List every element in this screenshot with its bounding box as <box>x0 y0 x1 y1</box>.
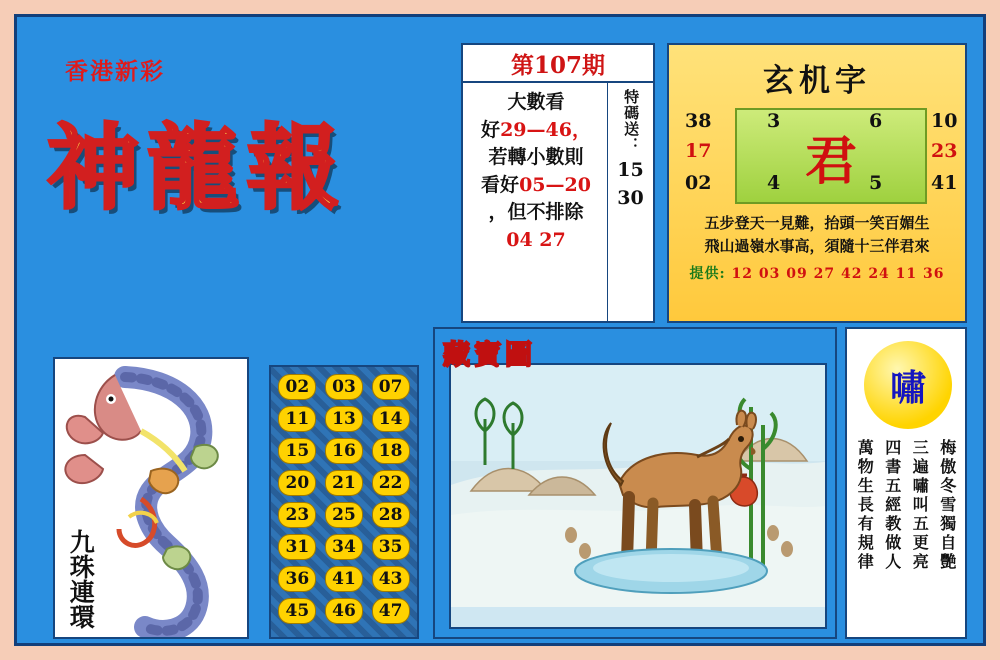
xuanji-mid-bot-left: 4 <box>767 172 781 194</box>
xuanji-right-3: 41 <box>931 172 958 194</box>
xuanji-mid-bot-right: 5 <box>869 172 883 194</box>
xuanji-right-1: 10 <box>931 110 958 132</box>
xuanji-left-3: 02 <box>685 172 712 194</box>
issue-text <box>463 83 607 321</box>
number-row <box>274 467 414 499</box>
number-row <box>274 371 414 403</box>
number-row <box>274 531 414 563</box>
special-code-num-2: 30 <box>617 187 644 209</box>
number-ball: 11 <box>278 406 316 432</box>
number-ball: 22 <box>372 470 410 496</box>
number-ball: 46 <box>325 598 363 624</box>
poster-root <box>14 14 986 646</box>
verse-columns <box>851 439 961 631</box>
issue-number: 第107期 <box>463 45 653 83</box>
number-ball: 36 <box>278 566 316 592</box>
xuanji-mid-top-right: 6 <box>869 110 883 132</box>
number-row <box>274 499 414 531</box>
brand-title: 神龍報 <box>47 114 348 222</box>
number-ball: 45 <box>278 598 316 624</box>
number-row <box>274 595 414 627</box>
special-code-column <box>607 83 653 321</box>
number-ball: 07 <box>372 374 410 400</box>
issue-line-4-prefix: 看好 <box>481 173 520 196</box>
issue-panel <box>461 43 655 323</box>
number-ball: 34 <box>325 534 363 560</box>
verse-column-1: 梅傲冬雪獨自艷 <box>937 439 957 572</box>
xuanji-supply-label: 提供: <box>689 266 726 282</box>
issue-line-2-range: 29—46， <box>500 118 591 141</box>
xuanji-right-2: 23 <box>931 140 958 162</box>
number-ball: 41 <box>325 566 363 592</box>
number-ball: 35 <box>372 534 410 560</box>
number-grid <box>269 365 419 639</box>
xuanji-poem-line-2: 飛山過嶺水事高，須隨十三伴君來 <box>704 236 930 255</box>
treasure-picture-title: 藏寶圖 <box>443 340 536 371</box>
number-ball: 13 <box>325 406 363 432</box>
number-row <box>274 563 414 595</box>
verse-column-3: 四書五經教做人 <box>882 439 902 572</box>
issue-line-2 <box>471 117 601 145</box>
number-ball: 14 <box>372 406 410 432</box>
number-ball: 25 <box>325 502 363 528</box>
treasure-picture-panel <box>433 327 837 639</box>
xuanji-supply-numbers: 12 03 09 27 42 24 11 36 <box>731 266 945 282</box>
number-ball: 20 <box>278 470 316 496</box>
number-ball: 31 <box>278 534 316 560</box>
issue-line-4-range: 05—20 <box>519 173 591 196</box>
issue-line-2-prefix: 好 <box>481 118 501 141</box>
issue-line-3: 若轉小數則 <box>488 146 584 169</box>
seal-circle <box>864 341 952 429</box>
dragon-caption: 九珠連環 <box>66 529 96 629</box>
seal-char: 嘯 <box>889 366 926 409</box>
number-ball: 23 <box>278 502 316 528</box>
xuanji-char-text: 君 <box>804 130 857 192</box>
verse-panel <box>845 327 967 639</box>
issue-body <box>463 83 653 321</box>
number-row <box>274 403 414 435</box>
xuanji-panel <box>667 43 967 323</box>
number-ball: 43 <box>372 566 410 592</box>
number-ball: 28 <box>372 502 410 528</box>
number-ball: 21 <box>325 470 363 496</box>
number-ball: 03 <box>325 374 363 400</box>
xuanji-grid <box>679 108 958 200</box>
special-code-label: 特碼送： <box>622 89 641 153</box>
number-ball: 47 <box>372 598 410 624</box>
dragon-panel <box>53 357 249 639</box>
treasure-picture-image <box>449 363 827 629</box>
number-ball: 15 <box>278 438 316 464</box>
issue-line-5: ，但不排除 <box>488 201 584 224</box>
xuanji-mid-top-left: 3 <box>767 110 781 132</box>
xuanji-poem-line-1: 五步登天一見難，抬頭一笑百媚生 <box>704 214 930 232</box>
brand-subtitle: 香港新彩 <box>65 58 165 85</box>
number-row <box>274 435 414 467</box>
xuanji-left-2: 17 <box>685 140 712 162</box>
issue-line-4 <box>471 172 601 200</box>
issue-line-6: 04 27 <box>506 228 566 251</box>
horse-illustration <box>451 365 827 607</box>
xuanji-center-char <box>735 108 927 204</box>
xuanji-left-1: 38 <box>685 110 712 132</box>
xuanji-supply <box>669 263 965 283</box>
special-code-num-1: 15 <box>617 159 644 181</box>
verse-column-2: 三遍嘯叫五更亮 <box>910 439 930 572</box>
issue-line-1: 大數看 <box>507 91 565 113</box>
xuanji-title: 玄机字 <box>763 63 871 99</box>
number-ball: 16 <box>325 438 363 464</box>
number-ball: 18 <box>372 438 410 464</box>
verse-column-4: 萬物生長有規律 <box>855 439 875 572</box>
number-ball: 02 <box>278 374 316 400</box>
xuanji-poem <box>669 212 965 257</box>
